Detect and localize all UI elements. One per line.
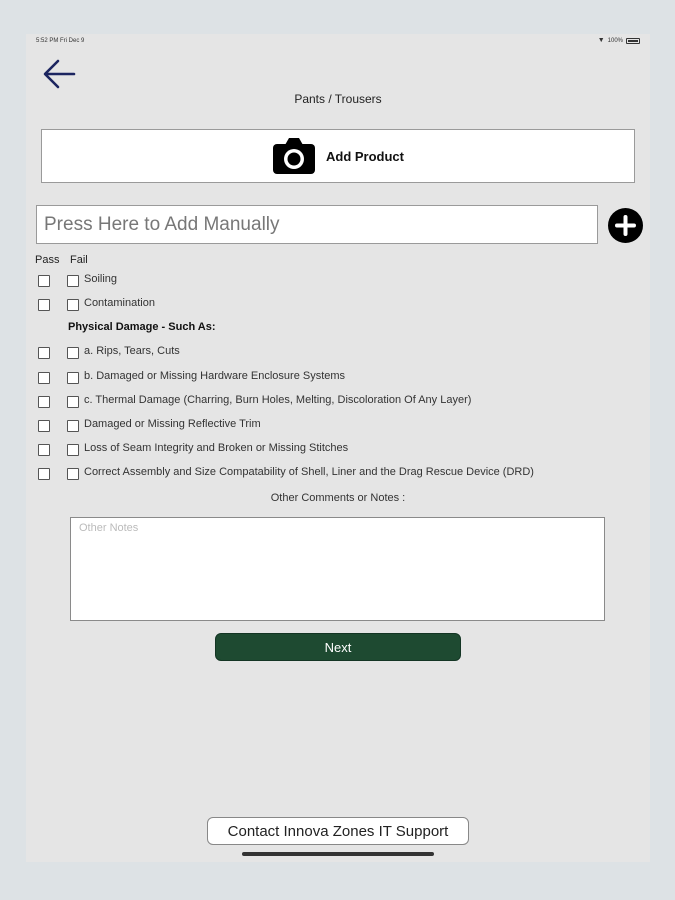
pass-column-header: Pass	[35, 254, 60, 266]
pass-checkbox-seam[interactable]	[38, 444, 50, 456]
checklist-item-assembly: Correct Assembly and Size Compatability of Shell, Liner and the Drag Rescue Device (DRD)	[84, 466, 534, 478]
pass-checkbox-thermal[interactable]	[38, 396, 50, 408]
checklist-item-contamination: Contamination	[84, 297, 155, 309]
battery-percent: 100%	[607, 37, 623, 44]
pass-checkbox-rips[interactable]	[38, 347, 50, 359]
fail-checkbox-soiling[interactable]	[67, 275, 79, 287]
next-button[interactable]: Next	[215, 633, 461, 661]
contact-support-button[interactable]: Contact Innova Zones IT Support	[207, 817, 469, 845]
checklist-item-seam: Loss of Seam Integrity and Broken or Missing Stitches	[84, 442, 349, 454]
pass-checkbox-assembly[interactable]	[38, 468, 50, 480]
fail-checkbox-seam[interactable]	[67, 444, 79, 456]
fail-checkbox-contamination[interactable]	[67, 299, 79, 311]
section-heading: Physical Damage - Such As:	[68, 321, 216, 333]
notes-label: Other Comments or Notes :	[270, 492, 406, 504]
status-icons	[598, 37, 640, 44]
home-indicator	[242, 852, 434, 856]
add-product-label: Add Product	[326, 148, 404, 164]
checklist-item-soiling: Soiling	[84, 273, 118, 285]
fail-checkbox-thermal[interactable]	[67, 396, 79, 408]
wifi-icon: ▼	[597, 37, 605, 44]
manual-entry-input[interactable]	[36, 205, 598, 244]
fail-checkbox-reflective-trim[interactable]	[67, 420, 79, 432]
back-button[interactable]	[40, 56, 80, 92]
camera-icon	[272, 137, 316, 175]
fail-column-header: Fail	[70, 254, 88, 266]
add-product-button[interactable]	[41, 129, 635, 183]
checklist-item-rips: a. Rips, Tears, Cuts	[84, 345, 180, 357]
pass-checkbox-contamination[interactable]	[38, 299, 50, 311]
checklist-item-reflective-trim: Damaged or Missing Reflective Trim	[84, 418, 261, 430]
notes-textarea[interactable]	[70, 517, 605, 621]
pass-checkbox-reflective-trim[interactable]	[38, 420, 50, 432]
add-manual-button[interactable]	[608, 208, 643, 243]
status-time: 5:52 PM Fri Dec 9	[36, 38, 85, 44]
pass-checkbox-hardware[interactable]	[38, 372, 50, 384]
page-title: Pants / Trousers	[294, 92, 382, 106]
battery-icon	[626, 38, 640, 44]
fail-checkbox-rips[interactable]	[67, 347, 79, 359]
plus-circle-icon	[608, 208, 643, 243]
fail-checkbox-hardware[interactable]	[67, 372, 79, 384]
arrow-left-icon	[40, 56, 80, 92]
checklist-item-hardware: b. Damaged or Missing Hardware Enclosure Systems	[84, 370, 346, 382]
pass-checkbox-soiling[interactable]	[38, 275, 50, 287]
fail-checkbox-assembly[interactable]	[67, 468, 79, 480]
checklist-item-thermal: c. Thermal Damage (Charring, Burn Holes, Melting, Discoloration Of Any Layer)	[84, 394, 472, 406]
app-screen	[26, 34, 650, 862]
